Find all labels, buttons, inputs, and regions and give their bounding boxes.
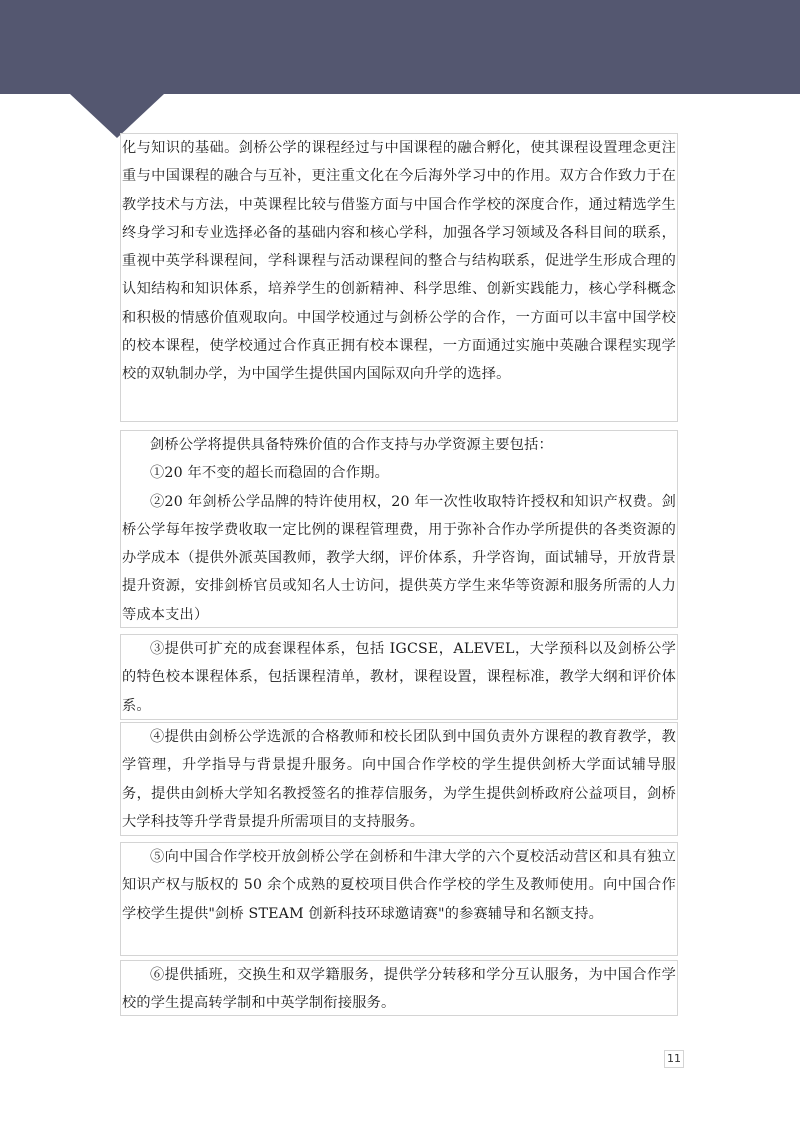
support-item-5: ⑤向中国合作学校开放剑桥公学在剑桥和牛津大学的六个夏校活动营区和具有独立知识产权与版权的 50 余个成熟的夏校项目供合作学校的学生及教师使用。向中国合作学校学生提供"剑桥 STEAM 创新科技环球邀请赛"的参赛辅导和名额支持。 [122, 849, 676, 922]
support-list-block [120, 430, 678, 628]
support-item-4-block [120, 722, 678, 836]
intro-paragraph-block [120, 133, 678, 422]
support-intro-text: 剑桥公学将提供具备特殊价值的合作支持与办学资源主要包括： [150, 437, 553, 453]
support-item-3: ③提供可扩充的成套课程体系，包括 IGCSE，ALEVEL，大学预科以及剑桥公学的特色校本课程体系，包括课程清单，教材，课程设置，课程标准，教学大纲和评价体系。 [122, 641, 676, 714]
support-item-3-block [120, 634, 678, 720]
support-item-6: ⑥提供插班，交换生和双学籍服务，提供学分转移和学分互认服务，为中国合作学校的学生提高转学制和中英学制衔接服务。 [122, 967, 676, 1012]
page-number: 11 [664, 1050, 684, 1068]
support-item-2: ②20 年剑桥公学品牌的特许使用权，20 年一次性收取特许授权和知识产权费。剑桥公学每年按学费收取一定比例的课程管理费，用于弥补合作办学所提供的各类资源的办学成本（提供外派英国教师，教学大纲，评价体系，升学咨询，面试辅导，开放背景提升资源，安排剑桥官员或知名人士访问，提供英方学生来华等资源和服务所需的人力等成本支出） [122, 493, 676, 623]
intro-paragraph: 化与知识的基础。剑桥公学的课程经过与中国课程的融合孵化，使其课程设置理念更注重与中国课程的融合与互补，更注重文化在今后海外学习中的作用。双方合作致力于在教学技术与方法，中英课程比较与借鉴方面与中国合作学校的深度合作，通过精选学生终身学习和专业选择必备的基础内容和核心学科，加强各学习领域及各科目间的联系，重视中英学科课程间，学科课程与活动课程间的整合与结构联系，促进学生形成合理的认知结构和知识体系，培养学生的创新精神、科学思维、创新实践能力，核心学科概念和积极的情感价值观取向。中国学校通过与剑桥公学的合作，一方面可以丰富中国学校的校本课程，使学校通过合作真正拥有校本课程，一方面通过实施中英融合课程实现学校的双轨制办学，为中国学生提供国内国际双向升学的选择。 [122, 140, 676, 383]
support-item-5-block [120, 842, 678, 956]
header-band [0, 0, 800, 94]
support-item-1: ①20 年不变的超长而稳固的合作期。 [150, 465, 389, 482]
header-notch-decoration [70, 94, 164, 138]
support-item-4: ④提供由剑桥公学选派的合格教师和校长团队到中国负责外方课程的教育教学，教学管理，升学指导与背景提升服务。向中国合作学校的学生提供剑桥大学面试辅导服务，提供由剑桥大学知名教授签名的推荐信服务，为学生提供剑桥政府公益项目，剑桥大学科技等升学背景提升所需项目的支持服务。 [122, 729, 676, 830]
support-item-6-block [120, 960, 678, 1016]
